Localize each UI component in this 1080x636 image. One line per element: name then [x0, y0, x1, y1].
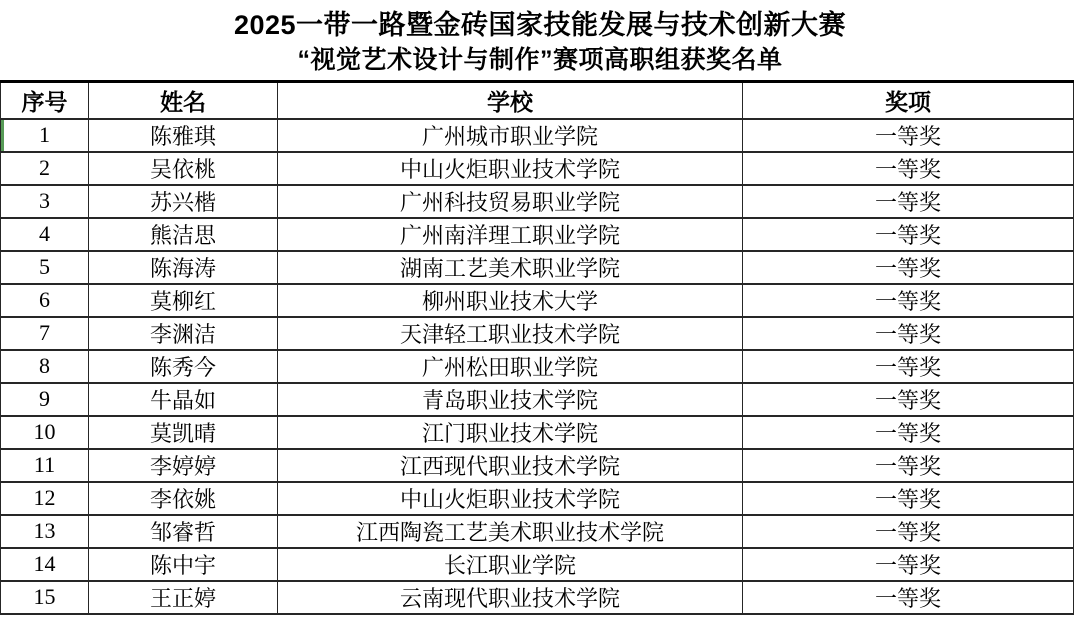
table-row: [1, 119, 1074, 152]
cell-award: 一等奖: [743, 416, 1074, 449]
cell-school: 长江职业学院: [278, 548, 743, 581]
cell-serial: 5: [1, 251, 89, 284]
table-row: [1, 515, 1074, 548]
cell-serial: 6: [1, 284, 89, 317]
title-block: [0, 0, 1080, 80]
cell-serial: 15: [1, 581, 89, 614]
cell-school: 江西陶瓷工艺美术职业技术学院: [278, 515, 743, 548]
cell-serial: 3: [1, 185, 89, 218]
cell-serial: 2: [1, 152, 89, 185]
header-cell-school: 学校: [278, 82, 743, 119]
cell-award: 一等奖: [743, 482, 1074, 515]
cell-award: 一等奖: [743, 119, 1074, 152]
cell-school: 广州南洋理工职业学院: [278, 218, 743, 251]
cell-name: 王正婷: [89, 581, 278, 614]
cell-serial: 10: [1, 416, 89, 449]
cell-award: 一等奖: [743, 383, 1074, 416]
cell-school: 江门职业技术学院: [278, 416, 743, 449]
table-body: [1, 119, 1074, 614]
table-row: [1, 218, 1074, 251]
table-row: [1, 449, 1074, 482]
cell-school: 青岛职业技术学院: [278, 383, 743, 416]
table-row: [1, 482, 1074, 515]
cell-award: 一等奖: [743, 548, 1074, 581]
page-title: 2025一带一路暨金砖国家技能发展与技术创新大赛: [233, 10, 847, 40]
cell-name: 李婷婷: [89, 449, 278, 482]
page-subtitle: “视觉艺术设计与制作”赛项高职组获奖名单: [297, 46, 783, 74]
cell-award: 一等奖: [743, 350, 1074, 383]
cell-name: 陈海涛: [89, 251, 278, 284]
header-cell-award: 奖项: [743, 82, 1074, 119]
cell-award: 一等奖: [743, 449, 1074, 482]
table-row: [1, 317, 1074, 350]
cell-serial: 9: [1, 383, 89, 416]
cell-award: 一等奖: [743, 251, 1074, 284]
cell-school: 云南现代职业技术学院: [278, 581, 743, 614]
cell-school: 柳州职业技术大学: [278, 284, 743, 317]
cell-award: 一等奖: [743, 284, 1074, 317]
cell-name: 陈雅琪: [89, 119, 278, 152]
cell-award: 一等奖: [743, 185, 1074, 218]
cell-name: 陈秀今: [89, 350, 278, 383]
cell-name: 李渊洁: [89, 317, 278, 350]
cell-award: 一等奖: [743, 317, 1074, 350]
cell-serial: 1: [1, 119, 89, 152]
cell-name: 熊洁思: [89, 218, 278, 251]
table-row: [1, 152, 1074, 185]
cell-name: 莫凯晴: [89, 416, 278, 449]
table-row: [1, 185, 1074, 218]
cell-school: 中山火炬职业技术学院: [278, 482, 743, 515]
cell-school: 天津轻工职业技术学院: [278, 317, 743, 350]
cell-serial: 8: [1, 350, 89, 383]
cell-award: 一等奖: [743, 515, 1074, 548]
cell-school: 湖南工艺美术职业学院: [278, 251, 743, 284]
award-table: [0, 80, 1074, 615]
cell-school: 江西现代职业技术学院: [278, 449, 743, 482]
table-row: [1, 284, 1074, 317]
cell-name: 吴依桃: [89, 152, 278, 185]
table-row: [1, 581, 1074, 614]
cell-award: 一等奖: [743, 581, 1074, 614]
cell-award: 一等奖: [743, 218, 1074, 251]
cell-serial: 13: [1, 515, 89, 548]
table-row: [1, 251, 1074, 284]
cell-award: 一等奖: [743, 152, 1074, 185]
cell-name: 牛晶如: [89, 383, 278, 416]
cell-serial: 14: [1, 548, 89, 581]
cell-name: 莫柳红: [89, 284, 278, 317]
table-row: [1, 416, 1074, 449]
header-row: [1, 82, 1074, 119]
cell-name: 邹睿哲: [89, 515, 278, 548]
cell-school: 广州松田职业学院: [278, 350, 743, 383]
table-row: [1, 548, 1074, 581]
cell-school: 广州城市职业学院: [278, 119, 743, 152]
header-cell-no: 序号: [1, 82, 89, 119]
cell-serial: 12: [1, 482, 89, 515]
cell-serial: 11: [1, 449, 89, 482]
cell-school: 广州科技贸易职业学院: [278, 185, 743, 218]
table-row: [1, 350, 1074, 383]
cell-serial: 4: [1, 218, 89, 251]
cell-school: 中山火炬职业技术学院: [278, 152, 743, 185]
table-row: [1, 383, 1074, 416]
cell-name: 陈中宇: [89, 548, 278, 581]
header-cell-name: 姓名: [89, 82, 278, 119]
cell-name: 李依姚: [89, 482, 278, 515]
cell-serial: 7: [1, 317, 89, 350]
cell-name: 苏兴楷: [89, 185, 278, 218]
